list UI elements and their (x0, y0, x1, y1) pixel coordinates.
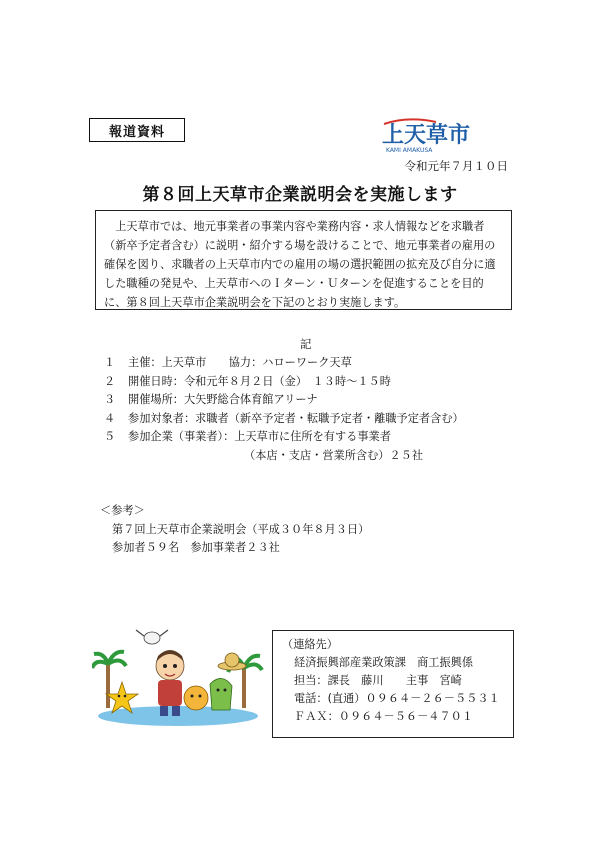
reference-line: 参加者５９名 参加事業者２３社 (112, 541, 280, 554)
bird-icon (136, 630, 168, 644)
logo-text: 上天草市 (382, 123, 471, 148)
document-title: 第８回上天草市企業説明会を実施します (142, 185, 458, 205)
list-item (104, 354, 524, 373)
item-list (104, 354, 524, 465)
ki-heading: 記 (300, 337, 312, 351)
green-mascot-icon (210, 678, 232, 710)
contact-phone: 電話：(直通）０９６４－２６－５５３１ (294, 692, 500, 705)
item-number: ３ (104, 393, 116, 406)
press-release-label: 報道資料 (89, 118, 185, 142)
item-text: 主催：上天草市 協力：ハローワーク天草 (128, 356, 352, 369)
kamiamakusa-logo (378, 114, 502, 156)
contact-heading: （連絡先） (282, 638, 338, 651)
contact-fax: ＦＡＸ：０９６４－５６－４７０１ (294, 710, 474, 723)
contact-person: 担当：課長 藤川 主事 宮崎 (294, 674, 462, 687)
logo-subtext: KAMI AMAKUSA (386, 147, 433, 154)
reference-section (100, 502, 369, 558)
item-text: 参加対象者：求職者（新卒予定者・転職予定者・離職予定者含む） (128, 411, 464, 425)
mascot-illustration (92, 624, 264, 728)
contact-box (272, 630, 514, 738)
list-item (104, 410, 524, 429)
item-number: ５ (104, 430, 116, 443)
reference-line: 第７回上天草市企業説明会（平成３０年８月３日） (112, 522, 370, 536)
round-mascot-icon (184, 686, 208, 710)
item-number: ２ (104, 374, 116, 388)
item-text: 開催場所：大矢野総合体育館アリーナ (128, 393, 318, 406)
list-item (104, 391, 524, 410)
item-text: 開催日時：令和元年８月２日（金） １３時～１５時 (128, 374, 391, 388)
intro-text: 上天草市では、地元事業者の事業内容や業務内容・求人情報などを求職者（新卒予定者含む）に説明・紹介する場を設けることで、地元事業者の雇用の確保を図り、求職者の上天草市内での雇用の場の選択範囲の拡充及び自分に適した職種の発見や、上天草市へのＩターン・Ｕターンを促進することを目的に、第８回上天草市企業説明会を下記のとおり実施します。 (104, 220, 496, 309)
list-item (104, 428, 524, 447)
reference-heading: ＜参考＞ (100, 504, 145, 517)
list-item (104, 373, 524, 392)
item-5-continuation: （本店・支店・営業所含む）２５社 (244, 448, 424, 462)
item-number: ４ (104, 411, 116, 425)
release-date: 令和元年７月１０日 (404, 159, 508, 173)
contact-department: 経済振興部産業政策課 商工振興係 (294, 656, 474, 669)
item-number: １ (104, 356, 116, 369)
item-text: 参加企業（事業者）：上天草市に住所を有する事業者 (128, 430, 391, 443)
intro-box (95, 210, 512, 310)
